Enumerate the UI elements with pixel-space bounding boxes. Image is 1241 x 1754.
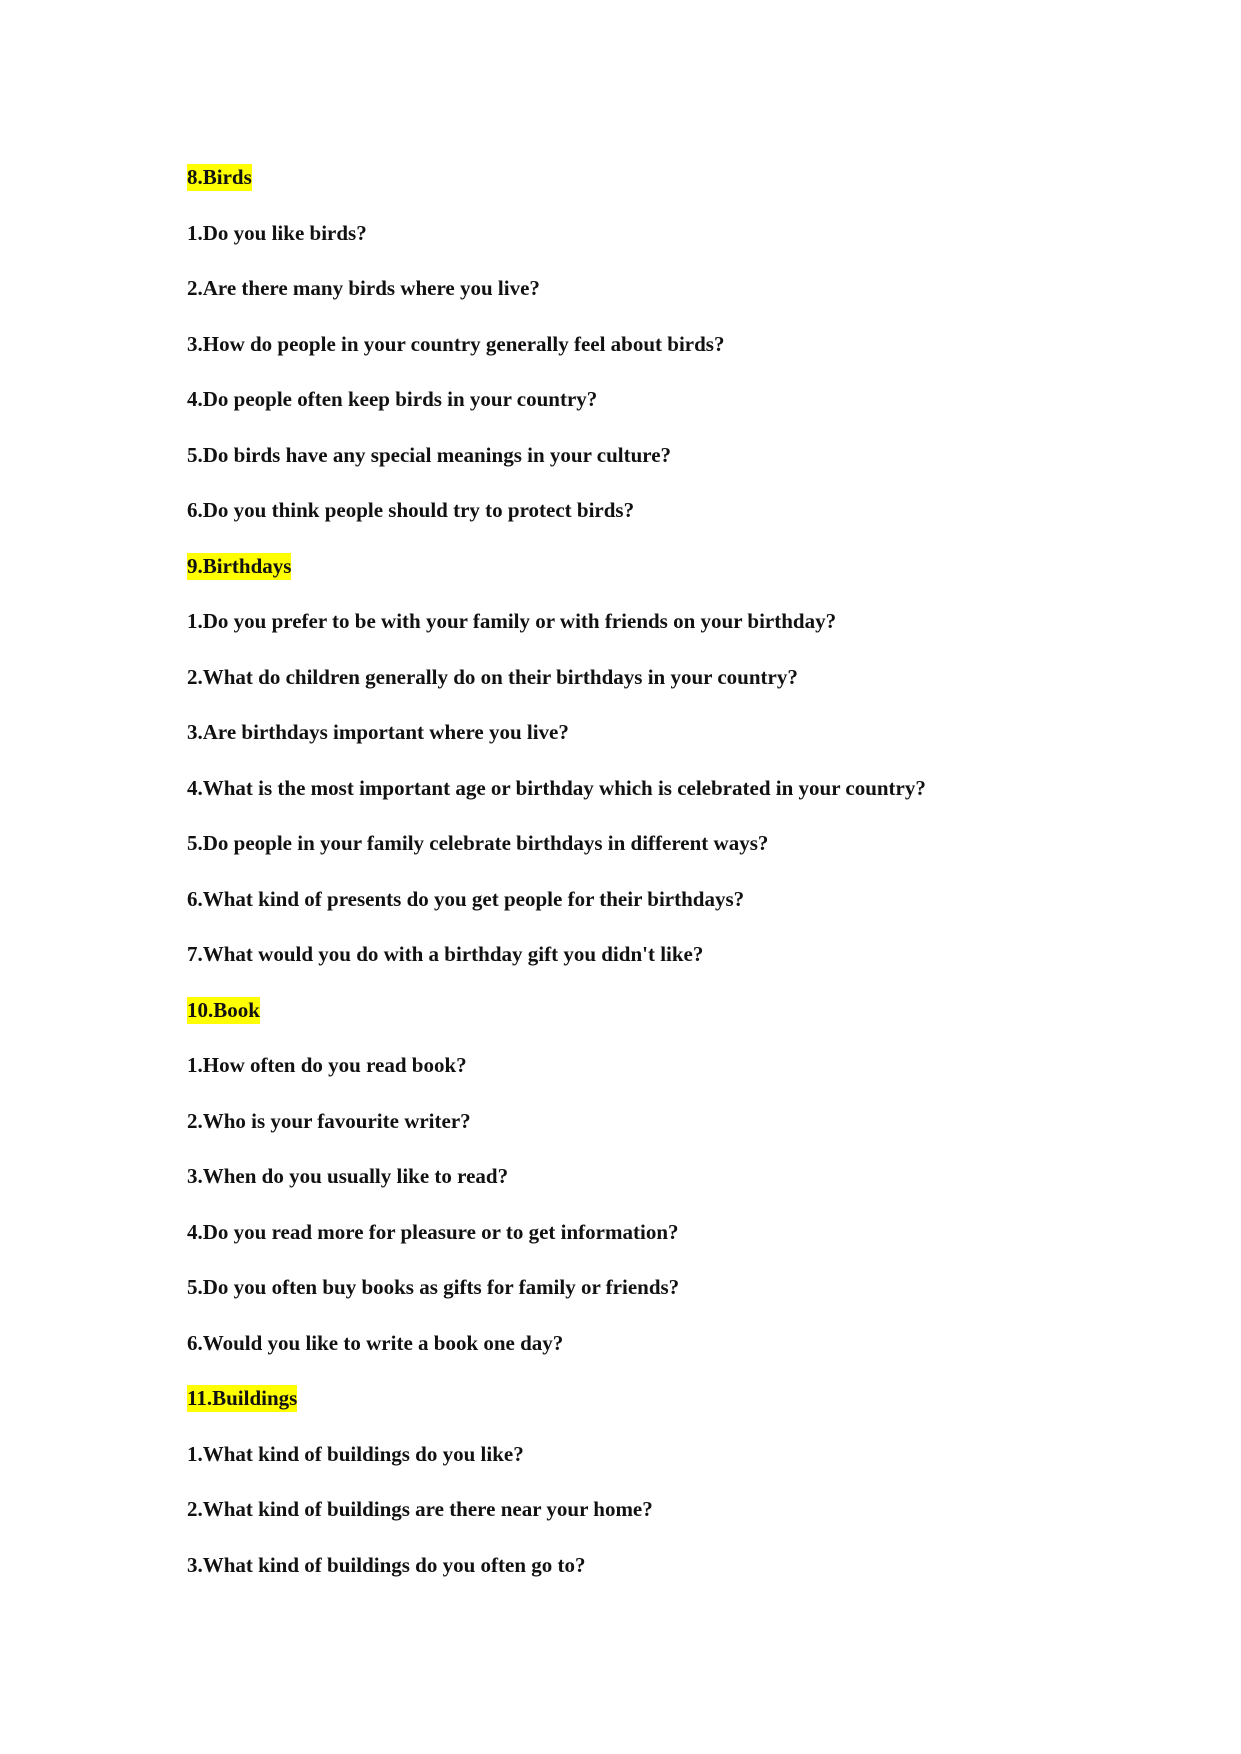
question-item: 4.Do you read more for pleasure or to get information? xyxy=(187,1219,679,1244)
question-item: 3.When do you usually like to read? xyxy=(187,1164,509,1188)
question-item: 7.What would you do with a birthday gift you didn't like? xyxy=(187,942,704,966)
question-item: 6.Do you think people should try to protect birds? xyxy=(187,498,635,522)
section-heading-birds: 8.Birds xyxy=(187,165,252,189)
section-heading-book: 10.Book xyxy=(187,997,260,1022)
question-item: 1.What kind of buildings do you like? xyxy=(187,1441,524,1466)
section-heading-buildings: 11.Buildings xyxy=(187,1386,298,1410)
question-item: 1.How often do you read book? xyxy=(187,1053,467,1077)
question-item: 5.Do people in your family celebrate birthdays in different ways? xyxy=(187,831,769,855)
question-item: 4.Do people often keep birds in your country? xyxy=(187,387,598,411)
question-item: 5.Do birds have any special meanings in your culture? xyxy=(187,442,672,467)
question-item: 5.Do you often buy books as gifts for family or friends? xyxy=(187,1275,680,1299)
question-item: 3.What kind of buildings do you often go to? xyxy=(187,1552,586,1577)
question-item: 1.Do you like birds? xyxy=(187,220,367,245)
question-item: 2.Who is your favourite writer? xyxy=(187,1108,471,1133)
question-item: 6.What kind of presents do you get people for their birthdays? xyxy=(187,886,745,911)
question-item: 2.Are there many birds where you live? xyxy=(187,276,540,300)
question-item: 1.Do you prefer to be with your family or with friends on your birthday? xyxy=(187,609,837,633)
question-item: 3.Are birthdays important where you live? xyxy=(187,720,569,744)
question-item: 4.What is the most important age or birthday which is celebrated in your country? xyxy=(187,775,926,800)
question-item: 2.What kind of buildings are there near your home? xyxy=(187,1497,653,1521)
question-item: 3.How do people in your country generally feel about birds? xyxy=(187,331,725,356)
question-item: 6.Would you like to write a book one day? xyxy=(187,1330,564,1355)
section-heading-birthdays: 9.Birthdays xyxy=(187,553,292,578)
question-item: 2.What do children generally do on their birthdays in your country? xyxy=(187,664,798,689)
document-content xyxy=(187,162,1147,1605)
